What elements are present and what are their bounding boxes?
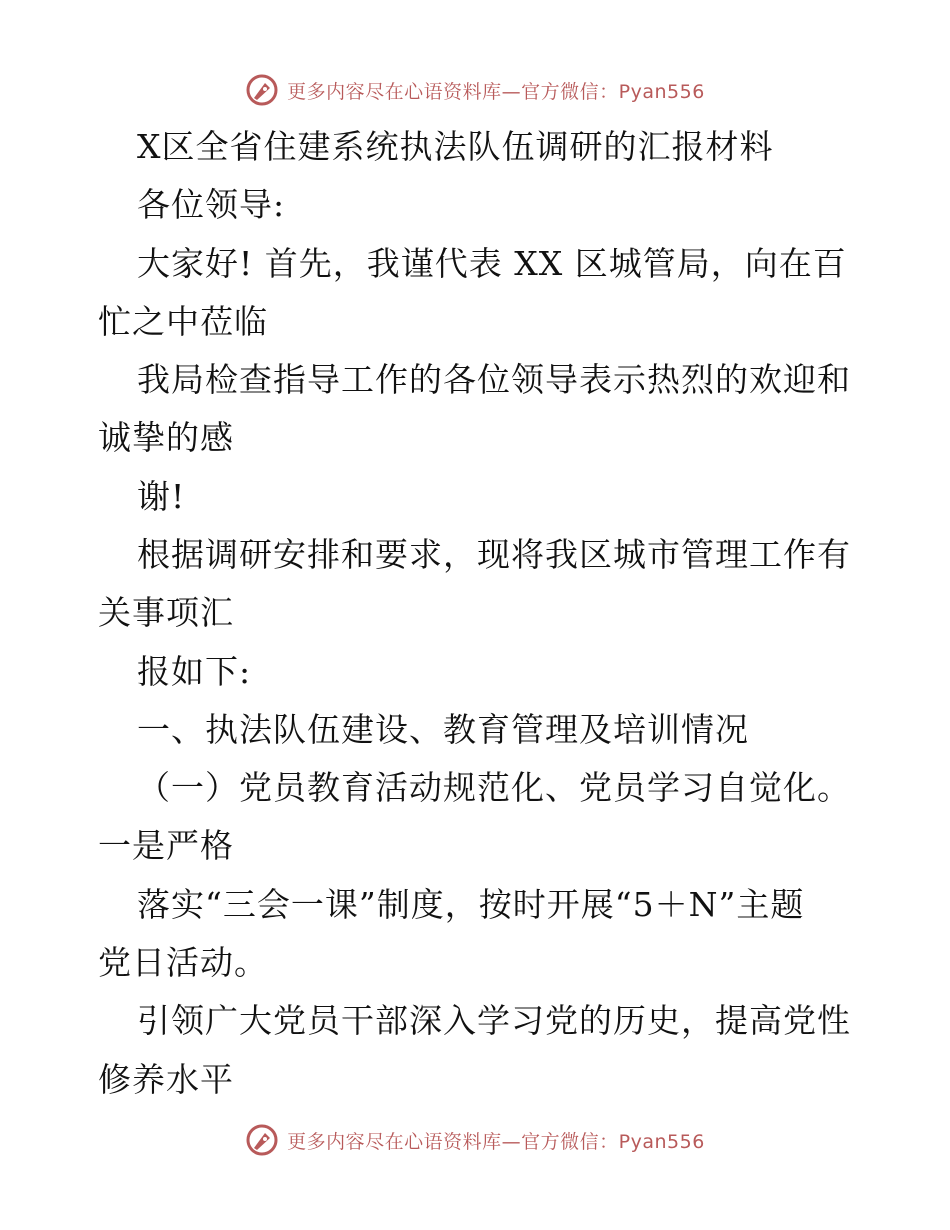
paragraph-line: 修养水平 (98, 1060, 234, 1099)
paragraph-line: 党日活动。 (98, 943, 268, 982)
paragraph-line: 关事项汇 (98, 593, 234, 632)
watermark-footer (0, 1120, 950, 1160)
watermark-text: 更多内容尽在心语资料库—官方微信：Pyan556 (287, 1130, 705, 1153)
paragraph-line: 忙之中莅临 (98, 302, 268, 341)
watermark-text: 更多内容尽在心语资料库—官方微信：Pyan556 (287, 80, 705, 103)
paragraph-line: 报如下: (137, 652, 252, 691)
paragraph-line: 大家好! 首先，我谨代表 XX 区城管局，向在百 (137, 244, 847, 283)
paragraph-line: 根据调研安排和要求，现将我区城市管理工作有 (137, 535, 851, 574)
section-heading: 一、执法队伍建设、教育管理及培训情况 (137, 710, 749, 749)
paragraph-line: 我局检查指导工作的各位领导表示热烈的欢迎和 (137, 360, 851, 399)
paragraph-line: 落实“三会一课”制度，按时开展“5＋N”主题 (137, 885, 805, 924)
paragraph-line: 诚挚的感 (98, 418, 234, 457)
paragraph-line: 谢! (137, 477, 186, 516)
subsection-heading: （一）党员教育活动规范化、党员学习自觉化。 (137, 768, 851, 807)
paragraph-line: 引领广大党员干部深入学习党的历史，提高党性 (137, 1001, 851, 1040)
pen-nib-circle-icon (245, 1123, 279, 1157)
paragraph-line: 一是严格 (98, 826, 234, 865)
document-title: X区全省住建系统执法队伍调研的汇报材料 (137, 127, 774, 166)
salutation: 各位领导: (137, 185, 286, 224)
